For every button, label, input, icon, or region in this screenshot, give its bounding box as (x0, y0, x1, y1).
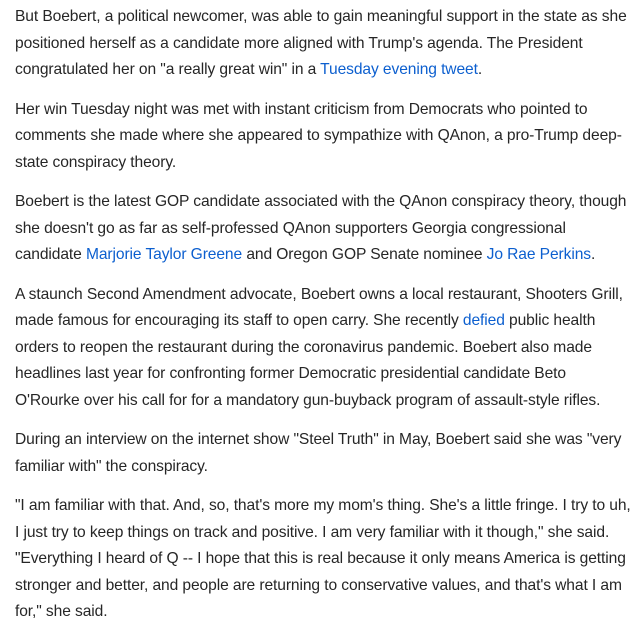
link-defied[interactable]: defied (462, 312, 505, 329)
paragraph-text: public health orders to reopen the restaurant during the coronavirus pandemic. Boebert also made headlines last year for confronting former Democratic presidential candidate Beto O'Rourke over his call for for a mandatory gun-buyback program of assault-style rifles. (15, 312, 601, 409)
paragraph-text: Her win Tuesday night was met with instant criticism from Democrats who pointed to comments she made where she appeared to sympathize with QAnon, a pro-Trump deep-state conspiracy theory. (15, 100, 622, 171)
paragraph-second-amendment (15, 282, 632, 415)
paragraph-text: "I am familiar with that. And, so, that's more my mom's thing. She's a little fringe. I try to uh, I just try to keep things on track and positive. I am very familiar with it though," she said. "Everything I heard of Q -- I hope that this is real because it only means America is getting stronger and better, and people are returning to conservative values, and that's what I am for," she said. (15, 497, 631, 620)
paragraph-text: Boebert is the latest GOP candidate associated with the QAnon conspiracy theory, though she doesn't go as far as self-professed QAnon supporters Georgia congressional candidate (15, 193, 627, 263)
link-jo-rae-perkins[interactable]: Jo Rae Perkins (486, 246, 591, 263)
link-tuesday-evening-tweet[interactable]: Tuesday evening tweet (320, 61, 478, 78)
paragraph-text: and Oregon GOP Senate nominee (242, 246, 487, 263)
link-marjorie-taylor-greene[interactable]: Marjorie Taylor Greene (85, 246, 243, 263)
paragraph-text: . (590, 246, 596, 263)
paragraph-text: A staunch Second Amendment advocate, Boebert owns a local restaurant, Shooters Grill, made famous for encouraging its staff to open carry. She recently (15, 285, 623, 329)
paragraph-gop-candidates (15, 189, 632, 269)
paragraph-text: But Boebert, a political newcomer, was able to gain meaningful support in the state as she positioned herself as a candidate more aligned with Trump's agenda. The President congratulated her on "a really great win" in a (15, 8, 627, 78)
paragraph-qanon-criticism (15, 97, 632, 177)
paragraph-text: . (477, 61, 483, 78)
paragraph-trump-congratulation (15, 4, 632, 84)
paragraph-boebert-quote (15, 493, 632, 626)
paragraph-text: During an interview on the internet show "Steel Truth" in May, Boebert said she was "very familiar with" the conspiracy. (15, 431, 622, 475)
paragraph-steel-truth-interview (15, 427, 632, 480)
